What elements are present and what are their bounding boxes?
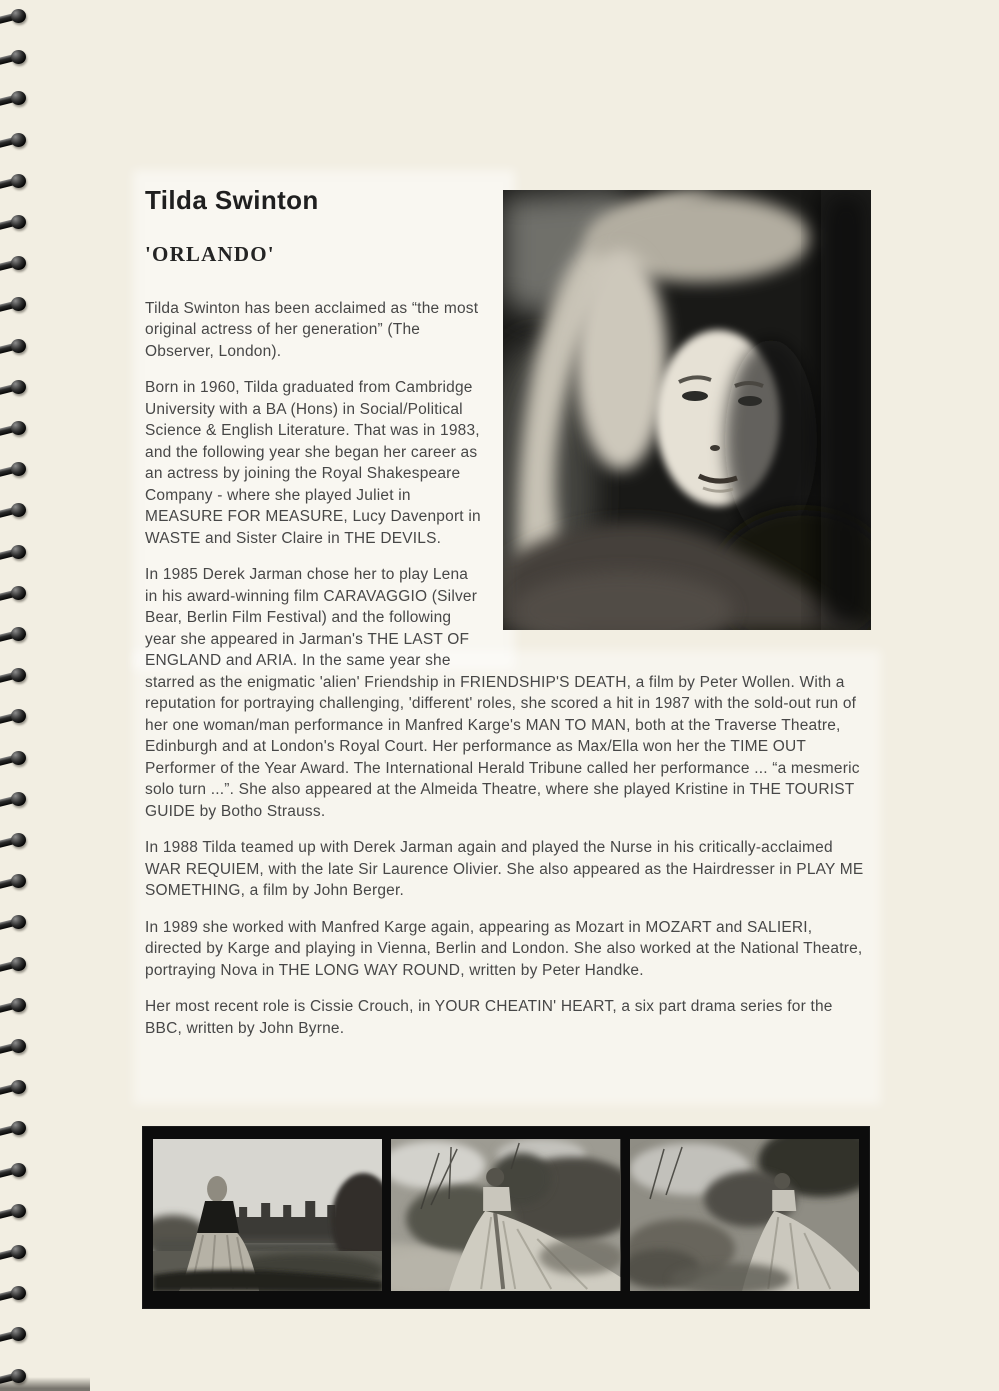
film-frame-1-graphic [153,1139,382,1291]
paragraph-early-career: Born in 1960, Tilda graduated from Cambridge University with a BA (Hons) in Social/Political Science & English Literature. That was in 1983, and the following year she began her career as an actress by joining the Royal Shakespeare Company - where she played Juliet in MEASURE FOR MEASURE, Lucy Davenport in WASTE and Sister Claire in THE DEVILS. [145,379,481,547]
paragraph-jarman-films: In 1985 Derek Jarman chose her to play Lena in his award-winning film CARAVAGGIO (Silver Bear, Berlin Film Festival) and the following year she appeared in Jarman's THE LAST OF ENGLAND and ARIA. In the same year she starred as the enigmatic 'alien' Friendship in FRIENDSHIP'S DEATH, a film by Peter Wollen. With a reputation for portraying challenging, 'different' roles, she scored a hit in 1987 with the sold-out run of her one woman/man performance in Manfred Karge's MAN TO MAN, both at the Traverse Theatre, Edinburgh and at London's Royal Court. Her performance as Max/Ella won her the TIME OUT Performer of the Year Award. The International Herald Tribune called her performance ... “a mesmeric solo turn ...”. She also appeared at the Almeida Theatre, where she played Kristine in THE TOURIST GUIDE by Botho Strauss. [145,566,860,820]
film-frame-3 [630,1139,859,1291]
binding-coil [0,871,32,895]
binding-coil [0,500,32,524]
binding-coil [0,1324,32,1348]
film-strip [143,1127,869,1308]
binding-coil [0,830,32,854]
binding-coil [0,171,32,195]
binding-coil [0,212,32,236]
binding-coil [0,1201,32,1225]
binding-coil [0,294,32,318]
paragraph-1989: In 1989 she worked with Manfred Karge again, appearing as Mozart in MOZART and SALIERI, directed by Karge and playing in Vienna, Berlin and London. She also worked at the National Theatre, portraying Nova in THE LONG WAY ROUND, written by Peter Handke. [145,918,863,979]
binding-coil [0,130,32,154]
binding-coil [0,995,32,1019]
paragraph-1988: In 1988 Tilda teamed up with Derek Jarman again and played the Nurse in his critically-acclaimed WAR REQUIEM, with the late Sir Laurence Olivier. She also appeared as the Hairdresser in PLAY ME SOMETHING, a film by John Berger. [145,839,864,899]
paragraph-recent-role: Her most recent role is Cissie Crouch, in YOUR CHEATIN' HEART, a six part drama series for the BBC, written by John Byrne. [145,998,833,1037]
paragraph-acclaim: Tilda Swinton has been acclaimed as “the most original actress of her generation” (The Observer, London). [145,299,479,360]
binding-coil [0,789,32,813]
binding-coil [0,253,32,277]
film-title: 'ORLANDO' [145,242,275,266]
binding-coil [0,1160,32,1184]
binding-coil [0,88,32,112]
spiral-binding [0,0,44,1391]
film-frame-1 [153,1139,382,1291]
binding-coil [0,1242,32,1266]
film-frame-2 [391,1139,620,1291]
portrait-photo-graphic [503,190,871,630]
binding-coil [0,377,32,401]
portrait-photo [503,190,871,630]
binding-coil [0,954,32,978]
binding-coil [0,418,32,442]
binding-coil [0,47,32,71]
binding-coil [0,1077,32,1101]
binding-coil [0,706,32,730]
film-frame-2-graphic [391,1139,620,1291]
binding-coil [0,459,32,483]
article [145,186,871,1054]
binding-coil [0,6,32,30]
page-title: Tilda Swinton [145,185,319,215]
binding-coil [0,542,32,566]
binding-coil [0,912,32,936]
binding-coil [0,748,32,772]
binding-coil [0,1366,32,1390]
binding-coil [0,624,32,648]
binding-coil [0,583,32,607]
film-frame-3-graphic [630,1139,859,1291]
binding-coil [0,665,32,689]
binding-coil [0,336,32,360]
binding-coil [0,1036,32,1060]
binding-coil [0,1118,32,1142]
binding-coil [0,1283,32,1307]
